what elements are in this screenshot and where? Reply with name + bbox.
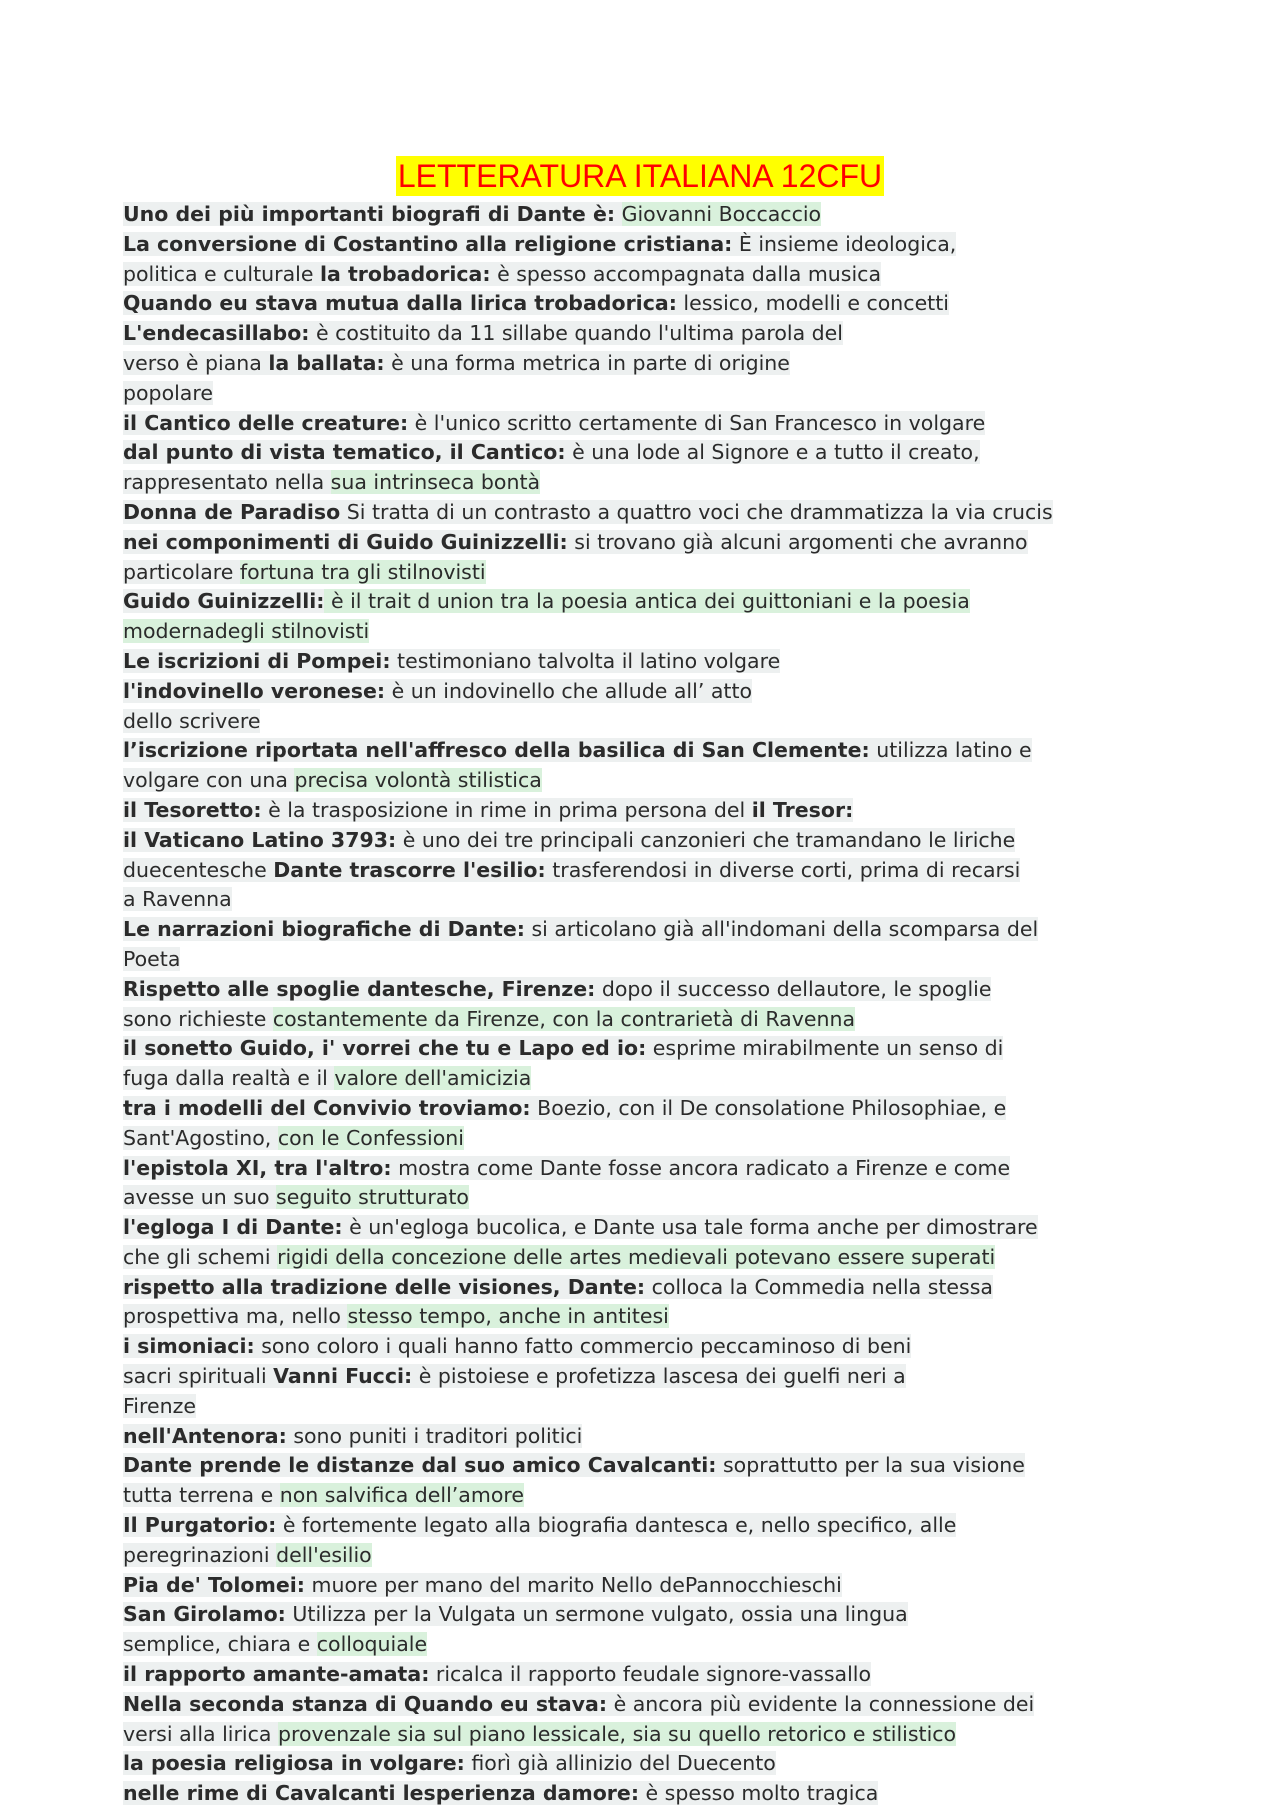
highlighted-text: provenzale sia sul piano lessicale, sia su quello retorico e stilistico — [277, 1721, 957, 1746]
text-segment: Si tratta di un contrasto a quattro voci che drammatizza la via crucis — [340, 499, 1053, 524]
text-segment: soprattutto per la sua visione — [716, 1453, 1025, 1478]
text-line — [123, 409, 1183, 439]
highlighted-text: costantemente da Firenze, con la contrarietà di Ravenna — [272, 1006, 856, 1031]
text-segment: ricalca il rapporto feudale signore-vassallo — [429, 1662, 872, 1687]
text-segment: è costituito da 11 sillabe quando l'ultima parola del — [309, 321, 843, 346]
text-line — [123, 498, 1183, 528]
bold-term: il Cantico delle creature: — [123, 410, 409, 435]
bold-term: Il Purgatorio: — [123, 1513, 277, 1538]
text-line — [123, 1005, 1183, 1035]
text-line — [123, 1243, 1183, 1273]
text-line — [123, 1064, 1183, 1094]
bold-term: Quando eu stava mutua dalla lirica trobadorica: — [123, 291, 677, 316]
text-line — [123, 1273, 1183, 1303]
text-line — [123, 1124, 1183, 1154]
text-segment: sono coloro i quali hanno fatto commercio peccaminoso di beni — [254, 1334, 912, 1359]
text-line — [123, 1600, 1183, 1630]
text-line — [123, 1571, 1183, 1601]
document-title: LETTERATURA ITALIANA 12CFU — [397, 158, 883, 194]
highlighted-text: modernadegli stilnovisti — [123, 619, 370, 644]
highlighted-text: è il trait d union tra la poesia antica dei guittoniani e la poesia — [324, 589, 970, 614]
text-segment: Firenze — [123, 1393, 196, 1418]
text-segment: popolare — [123, 380, 213, 405]
text-segment: peregrinazioni — [123, 1542, 277, 1567]
text-line — [123, 1749, 1183, 1779]
text-line — [123, 319, 1183, 349]
bold-term: tra i modelli del Convivio troviamo: — [123, 1095, 531, 1120]
text-segment: trasferendosi in diverse corti, prima di recarsi — [545, 857, 1021, 882]
bold-term: la ballata: — [268, 350, 385, 375]
title-row — [0, 156, 1280, 196]
text-line — [123, 826, 1183, 856]
text-segment: mostra come Dante fosse ancora radicato a Firenze e come — [391, 1155, 1011, 1180]
bold-term: il Tesoretto: — [123, 797, 262, 822]
text-segment: verso è piana — [123, 350, 269, 375]
text-segment: è un'egloga bucolica, e Dante usa tale forma anche per dimostrare — [342, 1215, 1038, 1240]
text-segment: sacri spirituali — [123, 1364, 274, 1389]
bold-term: il Vaticano Latino 3793: — [123, 827, 397, 852]
highlighted-text: con le Confessioni — [277, 1125, 464, 1150]
text-segment: politica e culturale — [123, 261, 320, 286]
bold-term: nell'Antenora: — [123, 1423, 287, 1448]
text-line — [123, 915, 1183, 945]
text-segment: è la trasposizione in rime in prima persona del — [261, 797, 752, 822]
text-line — [123, 1154, 1183, 1184]
text-segment: utilizza latino e — [869, 738, 1032, 763]
text-line — [123, 707, 1183, 737]
text-line — [123, 885, 1183, 915]
bold-term: la poesia religiosa in volgare: — [123, 1751, 465, 1776]
text-line — [123, 1392, 1183, 1422]
text-segment: dopo il successo dellautore, le spoglie — [595, 976, 992, 1001]
bold-term: Le iscrizioni di Pompei: — [123, 648, 391, 673]
text-line — [123, 1034, 1183, 1064]
bold-term: Guido Guinizzelli: — [123, 589, 325, 614]
bold-term: il rapporto amante-amata: — [123, 1662, 430, 1687]
text-segment: Sant'Agostino, — [123, 1125, 278, 1150]
text-line — [123, 1332, 1183, 1362]
text-segment: è spesso molto tragica — [639, 1781, 879, 1806]
bold-term: San Girolamo: — [123, 1602, 286, 1627]
bold-term: l'egloga I di Dante: — [123, 1215, 343, 1240]
bold-term: Vanni Fucci: — [273, 1364, 413, 1389]
text-line — [123, 468, 1183, 498]
text-line — [123, 558, 1183, 588]
text-line — [123, 1541, 1183, 1571]
text-line — [123, 289, 1183, 319]
text-line — [123, 1302, 1183, 1332]
text-segment: è un indovinello che allude all’ atto — [385, 678, 753, 703]
text-segment: è spesso accompagnata dalla musica — [490, 261, 882, 286]
text-segment: è una forma metrica in parte di origine — [384, 350, 790, 375]
text-segment: fuga dalla realtà e il — [123, 1066, 335, 1091]
text-segment: Utilizza per la Vulgata un sermone vulgato, ossia una lingua — [285, 1602, 908, 1627]
text-line — [123, 1779, 1183, 1809]
text-segment — [615, 202, 622, 226]
bold-term: Nella seconda stanza di Quando eu stava: — [123, 1691, 608, 1716]
text-line — [123, 617, 1183, 647]
text-segment: si articolano già all'indomani della scomparsa del — [524, 917, 1039, 942]
text-line — [123, 1183, 1183, 1213]
text-line — [123, 1422, 1183, 1452]
text-segment: rappresentato nella — [123, 470, 331, 495]
text-line — [123, 349, 1183, 379]
text-line — [123, 677, 1183, 707]
text-line — [123, 1094, 1183, 1124]
text-line — [123, 945, 1183, 975]
text-segment: a Ravenna — [123, 887, 232, 912]
highlighted-text: rigidi della concezione delle artes medievali potevano essere superati — [277, 1244, 996, 1269]
text-segment: particolare — [123, 559, 240, 584]
text-segment: versi alla lirica — [123, 1721, 278, 1746]
bold-term: i simoniaci: — [123, 1334, 255, 1359]
text-segment: colloca la Commedia nella stessa — [645, 1274, 993, 1299]
text-line — [123, 1630, 1183, 1660]
bold-term: il sonetto Guido, i' vorrei che tu e Lapo ed io: — [123, 1036, 647, 1061]
text-line — [123, 587, 1183, 617]
bold-term: l’iscrizione riportata nell'affresco della basilica di San Clemente: — [123, 738, 870, 763]
bold-term: L'endecasillabo: — [123, 321, 310, 346]
text-segment: è una lode al Signore e a tutto il creato, — [565, 440, 980, 465]
text-segment: che gli schemi — [123, 1244, 278, 1269]
text-segment: è uno dei tre principali canzonieri che tramandano le liriche — [396, 827, 1016, 852]
text-segment: lessico, modelli e concetti — [676, 291, 949, 316]
text-line — [123, 1213, 1183, 1243]
text-segment: muore per mano del marito Nello dePannocchieschi — [304, 1572, 842, 1597]
highlighted-text: Giovanni Boccaccio — [621, 202, 822, 226]
text-line — [123, 736, 1183, 766]
bold-term: la trobadorica: — [319, 261, 491, 286]
text-segment: prospettiva ma, nello — [123, 1304, 348, 1329]
bold-term: Uno dei più importanti biografi di Dante è: — [123, 202, 616, 226]
text-segment: avesse un suo — [123, 1185, 277, 1210]
text-segment: testimoniano talvolta il latino volgare — [390, 648, 781, 673]
text-line — [123, 766, 1183, 796]
bold-term: dal punto di vista tematico, il Cantico: — [123, 440, 566, 465]
bold-term: Donna de Paradiso — [123, 499, 341, 524]
text-line — [123, 975, 1183, 1005]
text-segment: sono puniti i traditori politici — [286, 1423, 583, 1448]
document-body — [123, 200, 1183, 1809]
text-segment: è fortemente legato alla biografia dantesca e, nello specifico, alle — [276, 1513, 957, 1538]
text-line — [123, 1690, 1183, 1720]
bold-term: Dante prende le distanze dal suo amico Cavalcanti: — [123, 1453, 717, 1478]
highlighted-text: seguito strutturato — [276, 1185, 469, 1210]
text-line — [123, 528, 1183, 558]
text-segment: è l'unico scritto certamente di San Francesco in volgare — [408, 410, 986, 435]
bold-term: Le narrazioni biografiche di Dante: — [123, 917, 525, 942]
text-line — [123, 230, 1183, 260]
bold-term: Dante trascorre l'esilio: — [273, 857, 546, 882]
text-line — [123, 796, 1183, 826]
text-segment: è pistoiese e profetizza lascesa dei guelfi neri a — [412, 1364, 906, 1389]
text-line — [123, 200, 1183, 230]
highlighted-text: stesso tempo, anche in antitesi — [347, 1304, 669, 1329]
text-segment: semplice, chiara e — [123, 1632, 317, 1657]
text-line — [123, 260, 1183, 290]
bold-term: il Tresor: — [751, 797, 854, 822]
bold-term: l'indovinello veronese: — [123, 678, 386, 703]
text-segment: sono richieste — [123, 1006, 273, 1031]
text-segment: esprime mirabilmente un senso di — [646, 1036, 1004, 1061]
highlighted-text: colloquiale — [316, 1632, 428, 1657]
text-line — [123, 1481, 1183, 1511]
highlighted-text: non salvifica dell’amore — [279, 1483, 524, 1508]
text-line — [123, 1660, 1183, 1690]
text-line — [123, 379, 1183, 409]
text-segment: volgare con una — [123, 768, 295, 793]
text-segment: Boezio, con il De consolatione Philosophiae, e — [530, 1095, 1007, 1120]
text-line — [123, 647, 1183, 677]
bold-term: La conversione di Costantino alla religione cristiana: — [123, 231, 733, 256]
text-line — [123, 1511, 1183, 1541]
text-segment: È insieme ideologica, — [732, 231, 957, 256]
text-segment: dello scrivere — [123, 708, 261, 733]
text-segment: Poeta — [123, 946, 181, 971]
text-line — [123, 1451, 1183, 1481]
text-line — [123, 1362, 1183, 1392]
highlighted-text: precisa volontà stilistica — [294, 768, 542, 793]
text-line — [123, 856, 1183, 886]
text-segment: fiorì già allinizio del Duecento — [464, 1751, 776, 1776]
bold-term: nei componimenti di Guido Guinizzelli: — [123, 529, 568, 554]
highlighted-text: sua intrinseca bontà — [330, 470, 541, 495]
bold-term: l'epistola XI, tra l'altro: — [123, 1155, 392, 1180]
highlighted-text: fortuna tra gli stilnovisti — [239, 559, 486, 584]
bold-term: nelle rime di Cavalcanti lesperienza damore: — [123, 1781, 640, 1806]
text-segment: duecentesche — [123, 857, 274, 882]
highlighted-text: valore dell'amicizia — [334, 1066, 532, 1091]
text-line — [123, 1720, 1183, 1750]
bold-term: rispetto alla tradizione delle visiones, Dante: — [123, 1274, 646, 1299]
text-segment: è ancora più evidente la connessione dei — [607, 1691, 1035, 1716]
text-segment: tutta terrena e — [123, 1483, 280, 1508]
bold-term: Pia de' Tolomei: — [123, 1572, 305, 1597]
bold-term: Rispetto alle spoglie dantesche, Firenze: — [123, 976, 596, 1001]
highlighted-text: dell'esilio — [276, 1542, 372, 1567]
text-line — [123, 438, 1183, 468]
text-segment: si trovano già alcuni argomenti che avranno — [567, 529, 1028, 554]
